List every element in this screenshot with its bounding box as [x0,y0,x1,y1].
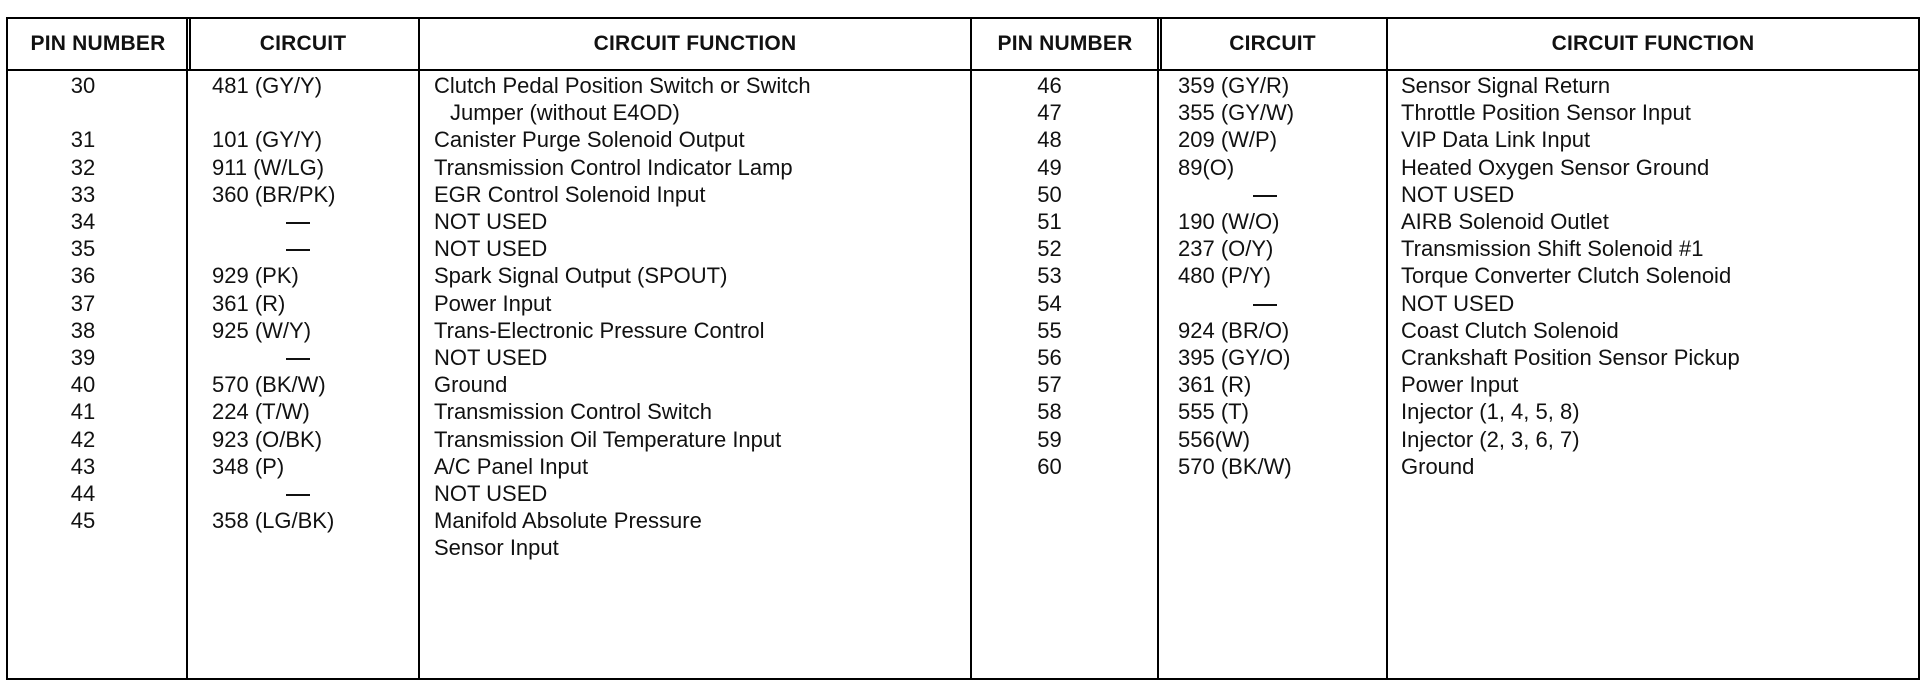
circuit-code: 348 (P) [212,453,285,479]
pin-number: 53 [1037,263,1062,289]
pin-number: 35 [70,236,96,262]
column-divider [186,19,188,678]
circuit-function: Manifold Absolute Pressure [434,508,702,534]
circuit-code: 101 (GY/Y) [212,127,323,153]
pin-number: 41 [70,399,96,425]
pin-number: 47 [1037,100,1062,126]
circuit-function: NOT USED [434,209,548,234]
circuit-code: 361 (R) [1178,372,1252,398]
pin-number: 49 [1037,154,1062,180]
column-divider [418,19,420,678]
pin-number: 45 [70,508,96,534]
pin-number: 58 [1037,399,1062,425]
circuit-code: 923 (O/BK) [212,426,323,452]
circuit-function: Ground [1401,453,1475,479]
dash-mark [286,249,310,251]
circuit-code: 355 (GY/W) [1178,100,1295,126]
empty-circuit-dash [286,479,310,509]
pin-number: 40 [70,372,96,398]
pin-number: 52 [1037,236,1062,262]
circuit-code: 361 (R) [212,290,286,316]
header-circuit-left: CIRCUIT [259,32,347,55]
circuit-code: 924 (BR/O) [1178,317,1290,343]
circuit-function: Spark Signal Output (SPOUT) [434,263,728,289]
circuit-function: VIP Data Link Input [1401,127,1591,153]
pin-number: 33 [70,181,96,207]
circuit-function: Heated Oxygen Sensor Ground [1401,154,1710,180]
circuit-code: 190 (W/O) [1178,209,1280,234]
circuit-function: Trans-Electronic Pressure Control [434,317,765,343]
circuit-code: 480 (P/Y) [1178,263,1271,289]
pin-number: 38 [70,317,96,343]
pin-number: 36 [70,263,96,289]
circuit-code: 209 (W/P) [1178,127,1278,153]
circuit-function: EGR Control Solenoid Input [434,181,706,207]
dash-mark [1253,304,1277,306]
empty-circuit-dash [1253,180,1277,210]
pin-number: 51 [1037,209,1062,234]
circuit-code: 570 (BK/W) [212,372,326,398]
empty-circuit-dash [286,234,310,264]
circuit-function: Throttle Position Sensor Input [1401,100,1691,126]
pin-number: 32 [70,154,96,180]
pin-number: 48 [1037,127,1062,153]
pin-number: 34 [70,209,96,234]
pin-number: 31 [70,127,96,153]
header-pin-number-right: PIN NUMBER [997,32,1133,55]
circuit-code: 925 (W/Y) [212,317,312,343]
circuit-function: Canister Purge Solenoid Output [434,127,745,153]
circuit-function: AIRB Solenoid Outlet [1401,209,1609,234]
pin-number: 59 [1037,426,1062,452]
circuit-code: 224 (T/W) [212,399,310,425]
circuit-function: NOT USED [434,236,548,262]
circuit-function: NOT USED [434,481,548,506]
circuit-function: Transmission Control Switch [434,399,712,425]
pin-number: 46 [1037,73,1062,98]
pin-number: 55 [1037,317,1062,343]
circuit-function: Transmission Oil Temperature Input [434,426,782,452]
circuit-code: 911 (W/LG) [212,154,325,180]
pin-number: 30 [70,73,96,98]
dash-mark [1253,195,1277,197]
column-divider [1157,19,1159,678]
pin-number: 50 [1037,181,1062,207]
pin-number: 37 [70,290,96,316]
column-divider [1386,19,1388,678]
circuit-function: Sensor Input [434,535,559,561]
pin-number: 43 [70,453,96,479]
pinout-table [6,17,1920,680]
header-pin-number-left: PIN NUMBER [30,32,166,55]
pin-number: 54 [1037,290,1062,316]
circuit-code: 555 (T) [1178,399,1249,425]
circuit-function: Jumper (without E4OD) [450,100,680,126]
circuit-code: 395 (GY/O) [1178,345,1291,370]
circuit-code: 481 (GY/Y) [212,73,323,98]
dash-mark [286,494,310,496]
dash-mark [286,358,310,360]
circuit-function: NOT USED [1401,181,1515,207]
circuit-function: Transmission Shift Solenoid #1 [1401,236,1704,262]
pin-number: 60 [1037,453,1062,479]
circuit-function: Power Input [1401,372,1519,398]
circuit-function: Torque Converter Clutch Solenoid [1401,263,1732,289]
pin-number: 57 [1037,372,1062,398]
circuit-function: Transmission Control Indicator Lamp [434,154,793,180]
circuit-code: 570 (BK/W) [1178,453,1292,479]
circuit-function: NOT USED [434,345,548,370]
pin-number: 56 [1037,345,1062,370]
circuit-function: Coast Clutch Solenoid [1401,317,1619,343]
header-circuit-right: CIRCUIT [1229,32,1316,55]
empty-circuit-dash [286,343,310,373]
circuit-function: Clutch Pedal Position Switch or Switch [434,73,811,98]
header-function-left: CIRCUIT FUNCTION [593,32,797,55]
circuit-function: Crankshaft Position Sensor Pickup [1401,345,1740,370]
circuit-function: Sensor Signal Return [1401,73,1611,98]
empty-circuit-dash [286,207,310,237]
circuit-function: NOT USED [1401,290,1515,316]
empty-circuit-dash [1253,289,1277,319]
circuit-code: 359 (GY/R) [1178,73,1290,98]
header-function-right: CIRCUIT FUNCTION [1551,32,1755,55]
circuit-function: Injector (1, 4, 5, 8) [1401,399,1580,425]
circuit-code: 237 (O/Y) [1178,236,1274,262]
circuit-code: 89(O) [1178,154,1235,180]
circuit-code: 929 (PK) [212,263,299,289]
dash-mark [286,222,310,224]
circuit-function: A/C Panel Input [434,453,589,479]
circuit-code: 358 (LG/BK) [212,508,335,534]
circuit-code: 556(W) [1178,426,1251,452]
pin-number: 39 [70,345,96,370]
pin-number: 44 [70,481,96,506]
circuit-function: Injector (2, 3, 6, 7) [1401,426,1580,452]
pin-number: 42 [70,426,96,452]
circuit-function: Power Input [434,290,552,316]
circuit-function: Ground [434,372,508,398]
circuit-code: 360 (BR/PK) [212,181,336,207]
